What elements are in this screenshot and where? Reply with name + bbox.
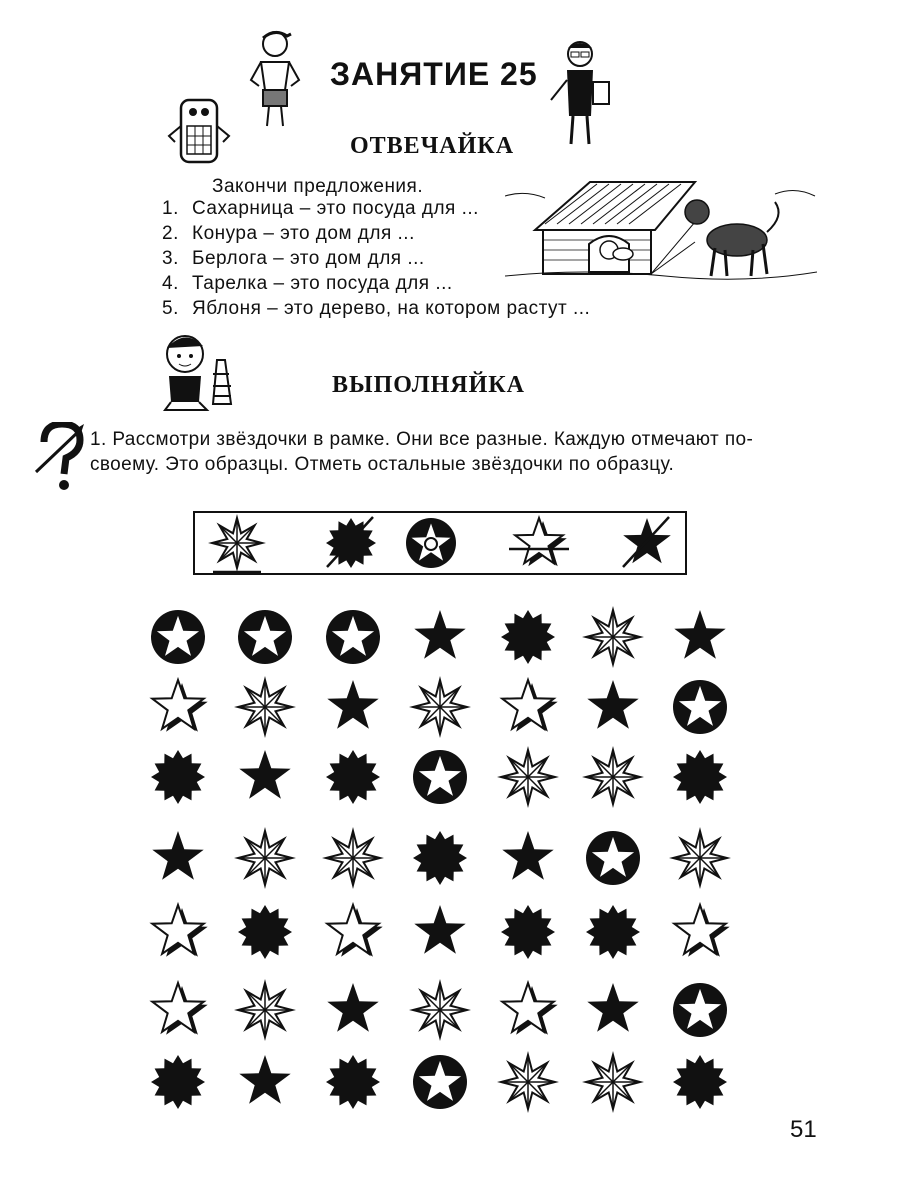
twelve-point-burst-icon[interactable] [501,610,555,664]
girl-illustration [245,28,305,132]
black-star-icon[interactable] [327,680,378,729]
eight-point-star-icon[interactable] [326,831,380,885]
outline-star-icon[interactable] [152,983,207,1035]
sample-stars [193,511,687,581]
outline-star-icon[interactable] [502,680,557,732]
outline-star-icon[interactable] [152,905,207,957]
outline-star-icon[interactable] [674,905,729,957]
sample-outline-star-icon [509,518,569,566]
twelve-point-burst-icon[interactable] [586,905,640,959]
twelve-point-burst-icon[interactable] [413,831,467,885]
eight-point-star-icon[interactable] [238,831,292,885]
black-star-icon[interactable] [587,680,638,729]
circled-star-icon[interactable] [673,680,727,734]
circled-star-icon[interactable] [413,750,467,804]
black-star-icon[interactable] [414,610,465,659]
phone-character-illustration [165,96,233,168]
doghouse-scene-illustration [505,172,817,284]
twelve-point-burst-icon[interactable] [151,1055,205,1109]
outline-star-icon[interactable] [502,983,557,1035]
question-pencil-icon [34,422,88,492]
list-item: 2. Конура – это дом для ... [162,223,415,244]
sample-black-star-icon [623,517,671,567]
black-star-icon[interactable] [587,983,638,1032]
circled-star-icon[interactable] [238,610,292,664]
eight-point-star-icon[interactable] [501,1055,555,1109]
sample-eight-point-star-icon [212,518,262,572]
instruction-intro: Закончи предложения. [212,176,424,197]
black-star-icon[interactable] [152,831,203,880]
circled-star-icon[interactable] [586,831,640,885]
eight-point-star-icon[interactable] [413,983,467,1037]
twelve-point-burst-icon[interactable] [238,905,292,959]
twelve-point-burst-icon[interactable] [151,750,205,804]
twelve-point-burst-icon[interactable] [326,1055,380,1109]
boy-with-pyramid-toy-illustration [155,332,235,414]
boy-with-briefcase-illustration [545,36,615,148]
black-star-icon[interactable] [327,983,378,1032]
circled-star-icon[interactable] [151,610,205,664]
eight-point-star-icon[interactable] [586,750,640,804]
star-grid [120,600,780,1120]
eight-point-star-icon[interactable] [238,680,292,734]
eight-point-star-icon[interactable] [238,983,292,1037]
black-star-icon[interactable] [414,905,465,954]
twelve-point-burst-icon[interactable] [673,1055,727,1109]
outline-star-icon[interactable] [327,905,382,957]
page-number: 51 [790,1116,817,1143]
circled-star-icon[interactable] [326,610,380,664]
list-item: 3. Берлога – это дом для ... [162,248,425,269]
list-item: 5. Яблоня – это дерево, на котором растут ... [162,298,591,319]
lesson-title: ЗАНЯТИЕ 25 [330,56,538,92]
sample-twelve-point-burst-icon [326,517,376,568]
section-title-do: ВЫПОЛНЯЙКА [332,372,525,398]
black-star-icon[interactable] [239,750,290,799]
exercise-line-1: 1. Рассмотри звёздочки в рамке. Они все разные. Каждую отмечают по- [90,429,754,450]
twelve-point-burst-icon[interactable] [501,905,555,959]
sample-circled-star-icon [406,518,456,568]
black-star-icon[interactable] [674,610,725,659]
twelve-point-burst-icon[interactable] [326,750,380,804]
circled-star-icon[interactable] [413,1055,467,1109]
twelve-point-burst-icon[interactable] [673,750,727,804]
exercise-text [90,427,820,477]
outline-star-icon[interactable] [152,680,207,732]
eight-point-star-icon[interactable] [673,831,727,885]
circled-star-icon[interactable] [673,983,727,1037]
black-star-icon[interactable] [502,831,553,880]
list-item: 4. Тарелка – это посуда для ... [162,273,453,294]
black-star-icon[interactable] [239,1055,290,1104]
eight-point-star-icon[interactable] [413,680,467,734]
eight-point-star-icon[interactable] [501,750,555,804]
exercise-line-2: своему. Это образцы. Отметь остальные звёздочки по образцу. [90,454,675,475]
eight-point-star-icon[interactable] [586,1055,640,1109]
section-title-answer: ОТВЕЧАЙКА [350,133,515,159]
list-item: 1. Сахарница – это посуда для ... [162,198,479,219]
eight-point-star-icon[interactable] [586,610,640,664]
